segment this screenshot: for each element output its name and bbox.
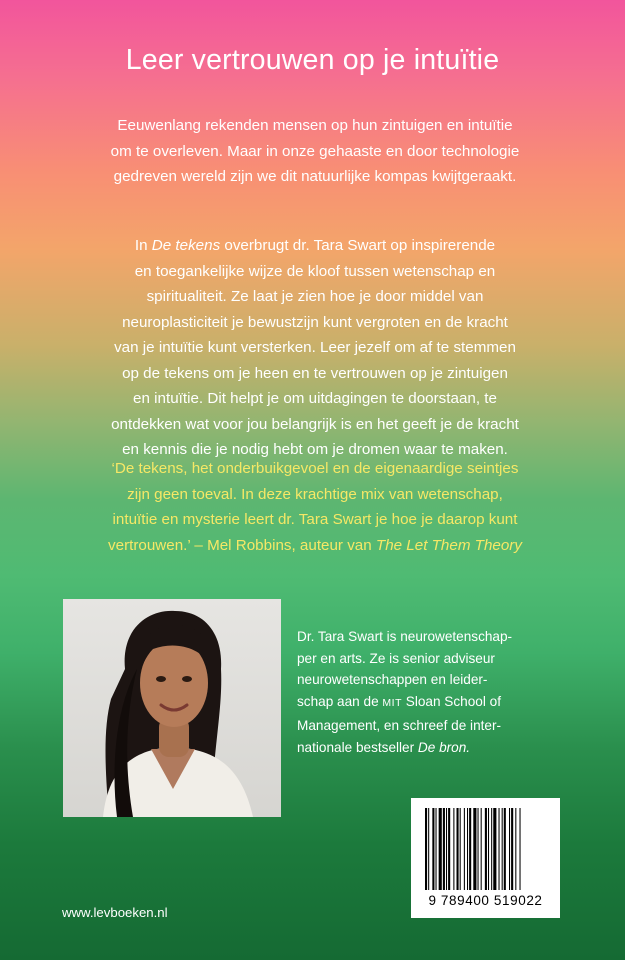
quote-attribution: vertrouwen.’ – Mel Robbins, auteur van <box>108 536 376 554</box>
author-photo <box>63 599 281 817</box>
barcode-bar <box>448 808 450 890</box>
barcode-bar <box>432 808 434 890</box>
barcode-bar <box>493 808 496 890</box>
barcode-bar <box>457 808 459 890</box>
intro-line: Eeuwenlang rekenden mensen op hun zintuigen en intuïtie <box>117 117 513 134</box>
bio-text: Sloan School of <box>401 694 501 710</box>
barcode-bar <box>436 808 437 890</box>
barcode-bar <box>509 808 510 890</box>
body-line-post: overbrugt dr. Tara Swart op inspirerende <box>220 237 496 254</box>
barcode-bar <box>439 808 442 890</box>
body-line: ontdekken wat voor jou belangrijk is en het geeft je de kracht <box>111 415 519 433</box>
intro-paragraph <box>62 113 568 190</box>
author-bio <box>297 626 577 758</box>
barcode-bar <box>499 808 500 890</box>
barcode-bar <box>511 808 513 890</box>
body-line: op de tekens om je heen en te vertrouwen op je zintuigen <box>122 364 508 382</box>
quote-line <box>56 533 574 559</box>
body-line-pre: In <box>134 237 152 254</box>
barcode-bar <box>485 808 487 890</box>
barcode-bar <box>446 808 447 890</box>
barcode-bar <box>478 808 479 890</box>
bio-line: Management, en schreef de inter- <box>297 717 502 733</box>
bio-line <box>297 737 577 759</box>
body-line <box>62 233 568 259</box>
bio-text: nationale bestseller <box>297 739 418 755</box>
barcode-bar <box>504 808 506 890</box>
body-line: en kennis die je nodig hebt om je dromen waar te maken. <box>122 441 508 458</box>
barcode-bar <box>488 808 489 890</box>
bio-line: per en arts. Ze is senior adviseur <box>297 650 495 666</box>
barcode-bar <box>443 808 445 890</box>
barcode-bar <box>515 808 516 890</box>
barcode-bar <box>520 808 521 890</box>
barcode-bar <box>502 808 503 890</box>
bio-line <box>297 691 577 715</box>
endorsement-quote <box>56 456 574 558</box>
body-line: en toegankelijke wijze de kloof tussen wetenschap en <box>134 262 496 280</box>
cover-title: Leer vertrouwen op je intuïtie <box>125 44 500 76</box>
bestseller-title: De bron. <box>417 739 471 755</box>
quote-line: intuïtie en mysterie leert dr. Tara Swart je hoe je daarop kunt <box>112 511 518 528</box>
publisher-website: www.levboeken.nl <box>62 905 168 920</box>
barcode-bar <box>453 808 454 890</box>
quote-line: zijn geen toeval. In deze krachtige mix van wetenschap, <box>127 485 503 503</box>
author-photo-icon <box>63 599 281 817</box>
barcode-bar <box>481 808 482 890</box>
body-line: van je intuïtie kunt versterken. Leer jezelf om af te stemmen <box>114 339 516 356</box>
barcode-bar <box>464 808 465 890</box>
bio-text: schap aan de <box>297 694 383 710</box>
intro-line: om te overleven. Maar in onze gehaaste en door technologie <box>110 142 520 160</box>
barcode-icon <box>411 798 560 893</box>
intro-line: gedreven wereld zijn we dit natuurlijke kompas kwijtgeraakt. <box>113 168 517 185</box>
isbn-number: 9 789400 519022 <box>428 893 543 908</box>
book-title-ref: De tekens <box>151 237 221 254</box>
barcode-bar <box>460 808 461 890</box>
bio-line: Dr. Tara Swart is neurowetenschap- <box>297 629 513 644</box>
body-line: neuroplasticiteit je bewustzijn kunt vergroten en de kracht <box>122 313 508 331</box>
body-paragraph <box>62 233 568 463</box>
barcode-bar <box>469 808 471 890</box>
quote-line: ‘De tekens, het onderbuikgevoel en de eigenaardige seintjes <box>111 460 519 477</box>
barcode-bar <box>467 808 468 890</box>
barcode-bar <box>428 808 429 890</box>
barcode-bar <box>425 808 427 890</box>
barcode <box>411 798 560 918</box>
body-line: en intuïtie. Dit helpt je om uitdagingen te doorstaan, te <box>133 390 497 407</box>
barcode-bar <box>491 808 492 890</box>
body-line: spiritualiteit. Ze laat je zien hoe je door middel van <box>146 288 484 305</box>
institution-abbrev: MIT <box>382 697 402 710</box>
bio-line: neurowetenschappen en leider- <box>297 672 488 688</box>
quoted-book-title: The Let Them Theory <box>375 536 522 554</box>
barcode-bar <box>473 808 476 890</box>
